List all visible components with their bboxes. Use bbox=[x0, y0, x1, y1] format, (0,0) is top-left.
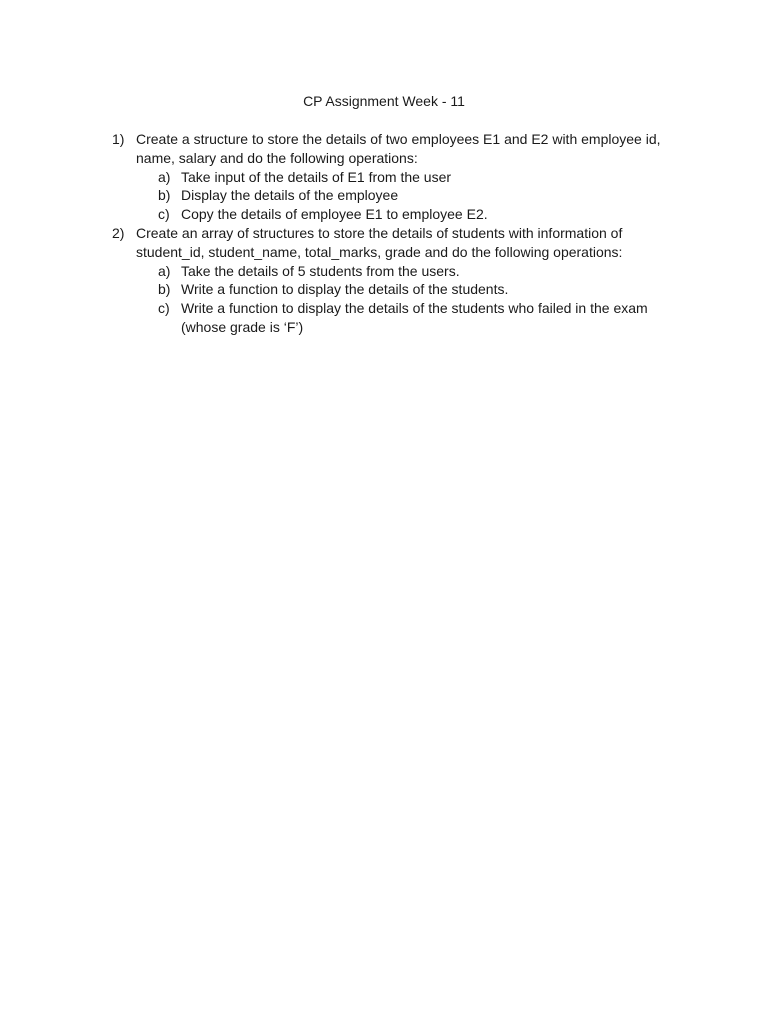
part-text: Write a function to display the details of the students. bbox=[181, 281, 509, 298]
question-2-part-a bbox=[158, 262, 672, 281]
question-1-part-a bbox=[158, 168, 672, 187]
question-1-part-c bbox=[158, 205, 672, 224]
question-1 bbox=[112, 130, 672, 224]
part-letter: b) bbox=[158, 281, 171, 298]
question-1-part-b bbox=[158, 186, 672, 205]
question-2-part-c bbox=[158, 299, 672, 337]
question-2-row bbox=[112, 224, 672, 262]
part-text: Take input of the details of E1 from the user bbox=[181, 168, 452, 185]
question-2 bbox=[112, 224, 672, 337]
part-letter: c) bbox=[158, 300, 170, 317]
document-title: CP Assignment Week - 11 bbox=[303, 93, 465, 109]
question-text: Create a structure to store the details of two employees E1 and E2 with employee id, name, salary and do the following operations: bbox=[136, 131, 661, 166]
part-letter: b) bbox=[158, 187, 171, 204]
question-1-row bbox=[112, 130, 672, 168]
part-letter: a) bbox=[158, 262, 171, 279]
question-2-part-b bbox=[158, 280, 672, 299]
part-text: Write a function to display the details of the students who failed in the exam (whose grade is ‘F’) bbox=[181, 300, 648, 335]
question-number: 2) bbox=[112, 225, 125, 241]
question-text: Create an array of structures to store the details of students with information of student_id, student_name, total_marks, grade and do the following operations: bbox=[136, 225, 623, 260]
question-number: 1) bbox=[112, 131, 125, 147]
part-letter: c) bbox=[158, 206, 170, 223]
part-text: Copy the details of employee E1 to employee E2. bbox=[181, 206, 488, 223]
part-letter: a) bbox=[158, 168, 171, 185]
part-text: Take the details of 5 students from the users. bbox=[181, 262, 460, 279]
part-text: Display the details of the employee bbox=[181, 187, 399, 204]
